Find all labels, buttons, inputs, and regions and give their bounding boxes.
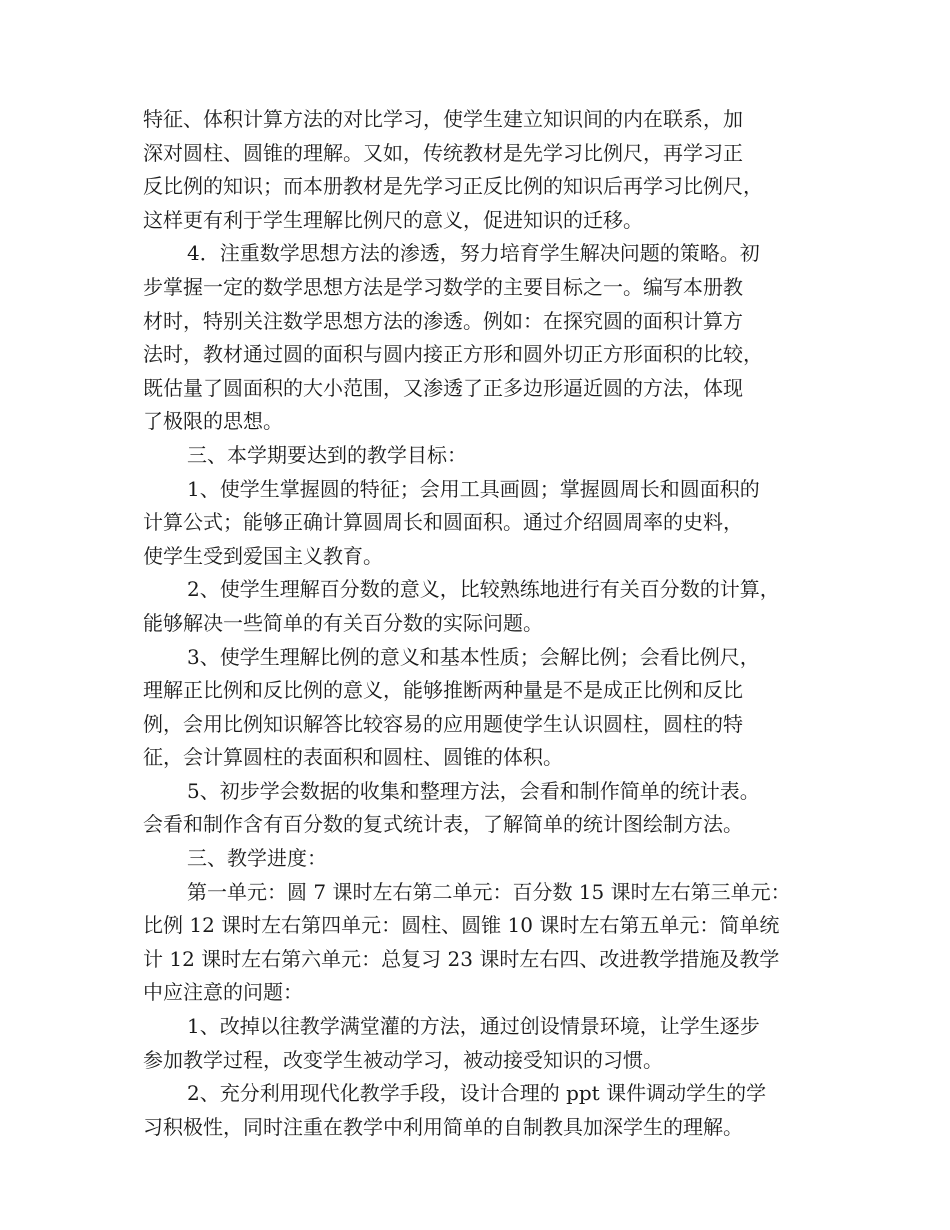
paragraph-line: 中应注意的问题：: [143, 980, 303, 1005]
paragraph-first-line: 5、初步学会数据的收集和整理方法，会看和制作简单的统计表。: [187, 778, 760, 803]
paragraph-line: 法时，教材通过圆的面积与圆内接正方形和圆外切正方形面积的比较，: [143, 342, 763, 367]
paragraph-first-line: 2、使学生理解百分数的意义，比较熟练地进行有关百分数的计算，: [187, 577, 780, 602]
paragraph-line: 会看和制作含有百分数的复式统计表，了解简单的统计图绘制方法。: [143, 812, 743, 837]
paragraph-line: 习积极性，同时注重在教学中利用简单的自制教具加深学生的理解。: [143, 1114, 743, 1139]
paragraph-line: 比例 12 课时左右第四单元：圆柱、圆锥 10 课时左右第五单元：简单统: [143, 913, 780, 938]
paragraph-line: 材时，特别关注数学思想方法的渗透。例如：在探究圆的面积计算方: [143, 308, 743, 333]
paragraph-line: 这样更有利于学生理解比例尺的意义，促进知识的迁移。: [143, 207, 643, 232]
paragraph-first-line: 2、充分利用现代化教学手段，设计合理的 ppt 课件调动学生的学: [187, 1081, 767, 1106]
paragraph-first-line: 第一单元：圆 7 课时左右第二单元：百分数 15 课时左右第三单元：: [187, 879, 791, 904]
paragraph-line: 深对圆柱、圆锥的理解。又如，传统教材是先学习比例尺，再学习正: [143, 140, 743, 165]
paragraph-line: 既估量了圆面积的大小范围，又渗透了正多边形逼近圆的方法，体现: [143, 375, 743, 400]
paragraph-line: 使学生受到爱国主义教育。: [143, 543, 383, 568]
paragraph-line: 例，会用比例知识解答比较容易的应用题使学生认识圆柱，圆柱的特: [143, 711, 743, 736]
paragraph-first-line: 4．注重数学思想方法的渗透，努力培育学生解决问题的策略。初: [187, 241, 760, 266]
paragraph-line: 计算公式；能够正确计算圆周长和圆面积。通过介绍圆周率的史料，: [143, 510, 743, 535]
paragraph-first-line: 1、改掉以往教学满堂灌的方法，通过创设情景环境，让学生逐步: [187, 1014, 760, 1039]
paragraph-line: 计 12 课时左右第六单元：总复习 23 课时左右四、改进教学措施及教学: [143, 946, 780, 971]
paragraph-line: 理解正比例和反比例的意义，能够推断两种量是不是成正比例和反比: [143, 678, 743, 703]
paragraph-line: 征，会计算圆柱的表面积和圆柱、圆锥的体积。: [143, 745, 563, 770]
paragraph-first-line: 3、使学生理解比例的意义和基本性质；会解比例；会看比例尺，: [187, 644, 760, 669]
paragraph-line: 了极限的思想。: [143, 409, 283, 434]
paragraph-line: 步掌握一定的数学思想方法是学习数学的主要目标之一。编写本册教: [143, 274, 743, 299]
paragraph-first-line: 三、本学期要达到的教学目标：: [187, 442, 467, 467]
paragraph-line: 反比例的知识；而本册教材是先学习正反比例的知识后再学习比例尺，: [143, 174, 763, 199]
paragraph-first-line: 三、教学进度：: [187, 846, 327, 871]
paragraph-line: 能够解决一些简单的有关百分数的实际问题。: [143, 610, 543, 635]
document-body: [143, 103, 815, 1144]
paragraph-first-line: 1、使学生掌握圆的特征；会用工具画圆；掌握圆周长和圆面积的: [187, 476, 760, 501]
paragraph-line: 参加教学过程，改变学生被动学习，被动接受知识的习惯。: [143, 1047, 663, 1072]
paragraph-line: 特征、体积计算方法的对比学习，使学生建立知识间的内在联系，加: [143, 107, 743, 131]
